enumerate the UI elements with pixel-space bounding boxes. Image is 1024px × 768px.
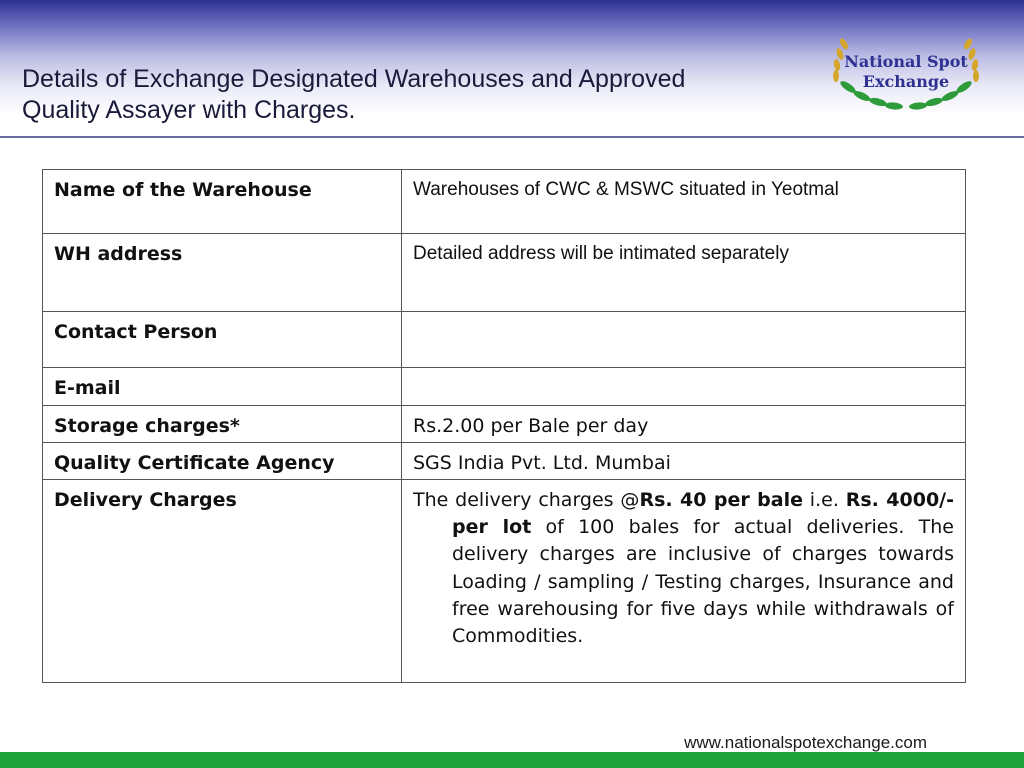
table-row xyxy=(43,443,966,480)
table-row xyxy=(43,312,966,368)
row-label: Contact Person xyxy=(43,312,402,368)
row-value: Warehouses of CWC & MSWC situated in Yeotmal xyxy=(402,170,966,234)
row-label: E-mail xyxy=(43,368,402,406)
row-value xyxy=(402,480,966,683)
warehouse-details-table xyxy=(42,169,966,683)
delivery-rate-per-bale: Rs. 40 per bale xyxy=(639,489,803,511)
national-spot-exchange-logo xyxy=(826,32,986,114)
row-label: Quality Certificate Agency xyxy=(43,443,402,480)
row-label: Delivery Charges xyxy=(43,480,402,683)
table-row xyxy=(43,368,966,406)
footer-bar xyxy=(0,752,1024,768)
logo-line-2: Exchange xyxy=(862,72,950,91)
row-label: Storage charges* xyxy=(43,406,402,443)
delivery-text-3: of 100 bales for actual deliveries. The delivery charges are inclusive of charges towards Loading / sampling / Testing charges, Insurance and free warehousing for five days while withdrawals of Commodities. xyxy=(452,516,954,648)
table-row xyxy=(43,406,966,443)
delivery-text-1: The delivery charges @ xyxy=(413,489,640,511)
row-value xyxy=(402,368,966,406)
row-value xyxy=(402,312,966,368)
delivery-text-2: i.e. xyxy=(802,489,846,511)
table-row xyxy=(43,480,966,683)
row-label: WH address xyxy=(43,234,402,312)
delivery-rate-per-lot: Rs. 4000/- per lot xyxy=(452,489,954,539)
logo-line-1: National Spot xyxy=(844,52,968,71)
row-label: Name of the Warehouse xyxy=(43,170,402,234)
row-value: SGS India Pvt. Ltd. Mumbai xyxy=(402,443,966,480)
row-value: Detailed address will be intimated separately xyxy=(402,234,966,312)
header-divider xyxy=(0,136,1024,138)
page-title: Details of Exchange Designated Warehouses and Approved Quality Assayer with Charges. xyxy=(22,65,686,124)
row-value: Rs.2.00 per Bale per day xyxy=(402,406,966,443)
delivery-charges-text xyxy=(413,487,954,650)
website-url: www.nationalspotexchange.com xyxy=(684,733,927,752)
table-row xyxy=(43,234,966,312)
table-row xyxy=(43,170,966,234)
